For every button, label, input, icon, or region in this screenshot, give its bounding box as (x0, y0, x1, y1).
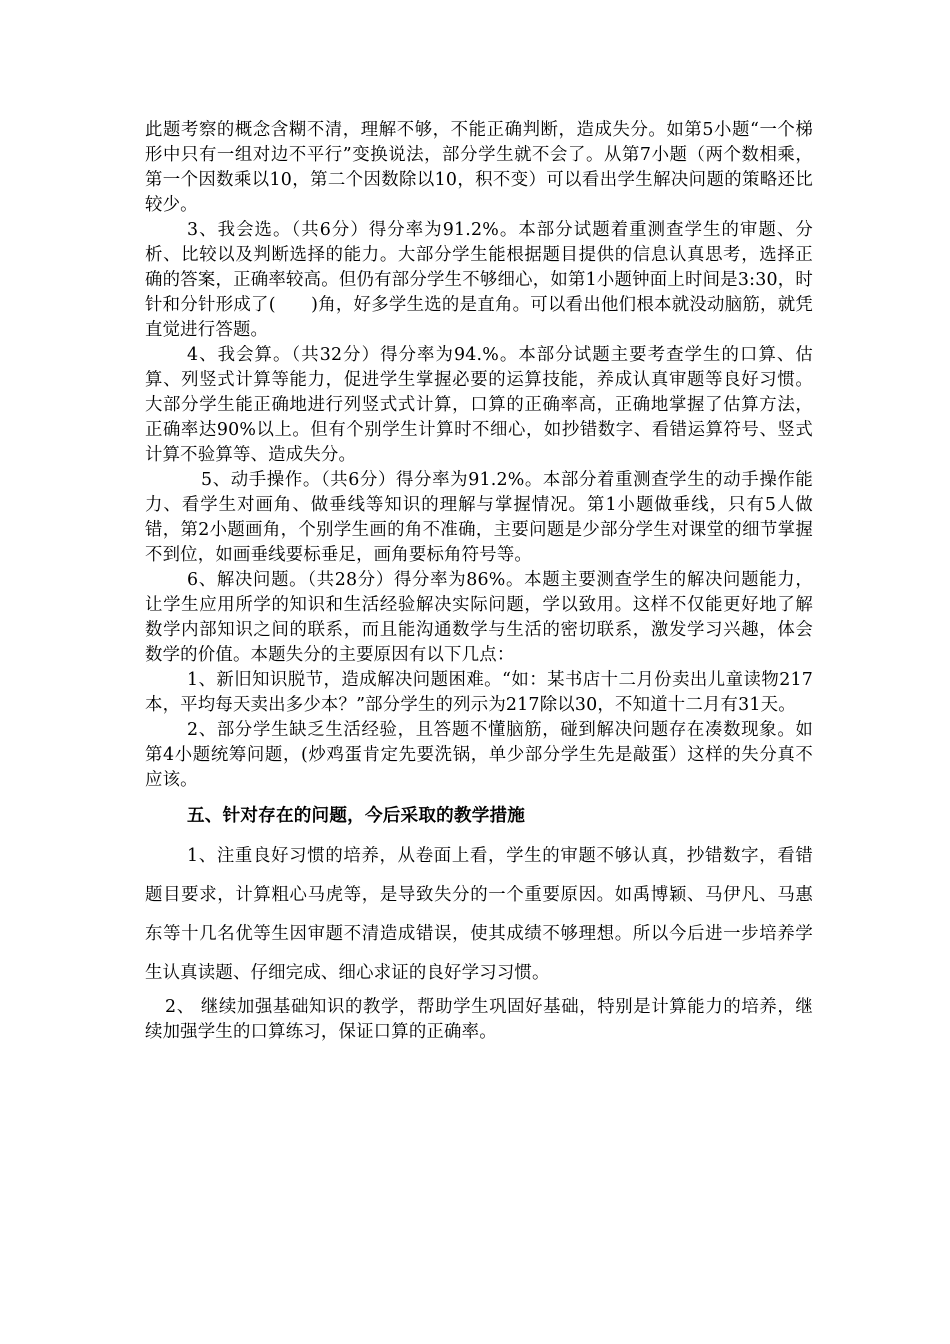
paragraph-section-4: 4、我会算。（共32分）得分率为94.%。本部分试题主要考查学生的口算、估算、列竖式计算等能力，促进学生掌握必要的运算技能，养成认真审题等良好习惯。大部分学生能正确地进行列竖式式计算，口算的正确率高，正确地掌握了估算方法，正确率达90%以上。但有个别学生计算时不细心，如抄错数字、看错运算符号、竖式计算不验算等、造成失分。 (145, 345, 813, 465)
measure-1: 1、注重良好习惯的培养，从卷面上看，学生的审题不够认真，抄错数字，看错题目要求，计算粗心马虎等，是导致失分的一个重要原因。如禹博颖、马伊凡、马惠东等十几名优等生因审题不清造成错误，使其成绩不够理想。所以今后进一步培养学生认真读题、仔细完成、细心求证的良好学习习惯。 (145, 846, 813, 983)
paragraph-intro: 此题考察的概念含糊不清，理解不够，不能正确判断，造成失分。如第5小题“一个梯形中只有一组对边不平行”变换说法，部分学生就不会了。从第7小题（两个数相乘，第一个因数乘以10，第二个因数除以10，积不变）可以看出学生解决问题的策略还比较少。 (145, 120, 813, 215)
document-page (145, 118, 813, 1045)
paragraph-section-6: 6、解决问题。（共28分）得分率为86%。本题主要测查学生的解决问题能力，让学生应用所学的知识和生活经验解决实际问题，学以致用。这样不仅能更好地了解数学内部知识之间的联系，而且能沟通数学与生活的密切联系，激发学习兴趣，体会数学的价值。本题失分的主要原因有以下几点： (145, 570, 813, 665)
paragraph-section-5: 5、动手操作。（共6分）得分率为91.2%。本部分着重测查学生的动手操作能力、看学生对画角、做垂线等知识的理解与掌握情况。第1小题做垂线，只有5人做错，第2小题画角，个别学生画的角不准确，主要问题是少部分学生对课堂的细节掌握不到位，如画垂线要标垂足，画角要标角符号等。 (145, 470, 813, 565)
paragraph-reason-2: 2、部分学生缺乏生活经验，且答题不懂脑筋，碰到解决问题存在凑数现象。如第4小题统筹问题，(炒鸡蛋肯定先要洗锅，单少部分学生先是敲蛋）这样的失分真不应该。 (145, 720, 813, 790)
paragraph-reason-1: 1、新旧知识脱节，造成解决问题困难。“如：某书店十二月份卖出儿童读物217本，平均每天卖出多少本？”部分学生的列示为217除以30，不知道十二月有31天。 (145, 670, 813, 715)
section-heading: 五、针对存在的问题，今后采取的教学措施 (187, 805, 526, 826)
paragraph-section-3: 3、我会选。（共6分）得分率为91.2%。本部分试题着重测查学生的审题、分析、比较以及判断选择的能力。大部分学生能根据题目提供的信息认真思考，选择正确的答案，正确率较高。但仍有部分学生不够细心，如第1小题钟面上时间是3:30，时针和分针形成了( )角，好多学生选的是直角。可以看出他们根本就没动脑筋，就凭直觉进行答题。 (145, 220, 813, 340)
measure-2: 2、 继续加强基础知识的教学，帮助学生巩固好基础，特别是计算能力的培养，继续加强学生的口算练习，保证口算的正确率。 (145, 997, 813, 1042)
